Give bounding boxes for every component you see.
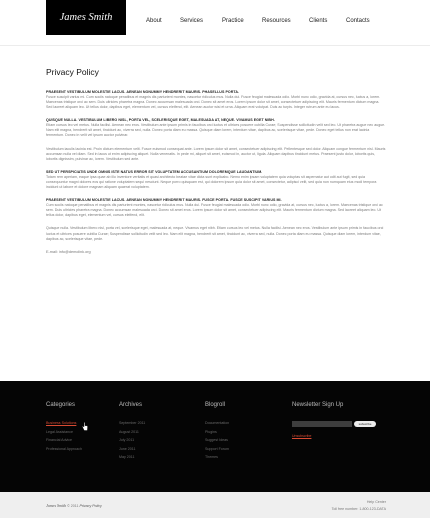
page-title: Privacy Policy — [46, 67, 99, 77]
site-footer — [0, 381, 430, 492]
section-text: Quisque nulla. Vestibulum libero nisl, porta vel, scelerisque eget, malesuada at, neque. Vivamus eget nibh. Etiam cursus leo vel metus. Nulla facilisi. Aenean nec eros. Vestibulum ante ipsum primis in faucibus orci luctus et ultrices posuere cubilia Curae; Suspendisse sollicitudin velit sed leo. Nam elit magna, hendrerit sit amet, tincidunt ac, viverra sed, nulla. Donec porta diam eu massa. Quisque diam lorem, interdum vitae, dapibus ac, scelerisque vitae, pede. — [46, 226, 384, 241]
blogroll-title: Blogroll — [205, 402, 226, 408]
bottom-bar — [0, 492, 430, 518]
archive-link[interactable]: June 2011 — [119, 446, 136, 451]
privacy-policy-link[interactable]: Privacy Policy — [79, 504, 102, 508]
policy-section — [46, 147, 386, 162]
archives-title: Archives — [119, 402, 143, 408]
footer-newsletter — [292, 402, 392, 452]
section-heading: QUISQUE NULLA. VESTIBULUM LIBERO NISL, PORTA VEL, SCELERISQUE EGET, MALESUADA AT, NEQUE. VIVAMUS EGET NIBH. — [46, 118, 275, 123]
category-link-legal-assistance[interactable]: Legal Assistance — [46, 429, 73, 434]
email-label: E-mail: — [46, 249, 58, 254]
newsletter-title: Newsletter Sign Up — [292, 402, 344, 408]
unsubscribe-link[interactable]: Unsubscribe — [292, 434, 312, 438]
copyright — [46, 503, 102, 508]
category-link-business-solutions[interactable]: Business Solutions — [46, 421, 77, 425]
nav-clients[interactable]: Clients — [309, 18, 328, 24]
email-link[interactable]: info@demolink.org — [58, 249, 91, 254]
nav-about[interactable]: About — [146, 18, 162, 24]
contact-email — [46, 250, 386, 255]
archive-link[interactable]: July 2011 — [119, 438, 135, 443]
blogroll-link[interactable]: Suggest Ideas — [205, 438, 228, 443]
section-text: Fusce suscipit varius mi. Cum sociis natoque penatibus et magnis dis parturient montes, nascetur ridiculus mus. Nulla dui. Fusce feugiat malesuada odio. Morbi nunc odio, gravida at, cursus nec, luctus a, lorem. Maecenas tristique orci ac sem. Duis ultricies pharetra magna. Donec accumsan malesuada orci. Donec sit amet eros. Lorem ipsum dolor sit amet, consectetuer adipiscing elit. Mauris fermentum dictum magna. Sed laoreet aliquam leo. Ut tellus dolor, dapibus eget, elementum vel, cursus eleifend, elit. Aenean auctor wisi et urna. Aliquam erat volutpat. Duis ac turpis. Integer rutrum ante eu lacus. — [46, 95, 381, 110]
section-heading: PRAESENT VESTIBULUM MOLESTIE LACUS. AENEAN NONUMMY HENDRERIT MAURIS. FUSCE PORTA. FUSCE SUSCIPIT VARIUS MI. — [46, 198, 282, 203]
main-content — [46, 67, 386, 255]
blogroll-link[interactable]: Themes — [205, 455, 218, 460]
hand-cursor-icon — [82, 422, 88, 431]
help-phone: Toll free number: 1-800-123-DATA — [331, 507, 386, 511]
footer-brand: James Smith — [46, 503, 67, 508]
category-link-financial-advice[interactable]: Financial Advice — [46, 438, 72, 443]
categories-list — [46, 419, 82, 453]
policy-section — [46, 90, 386, 110]
newsletter-email-input[interactable] — [292, 421, 352, 427]
footer-categories — [46, 402, 82, 453]
nav-services[interactable]: Services — [180, 18, 204, 24]
nav-resources[interactable]: Resources — [262, 18, 291, 24]
section-text: Etiam cursus leo vel metus. Nulla facilisi. Aenean nec eros. Vestibulum ante ipsum primis in faucibus orci luctus et ultrices posuere cubilia Curae; Suspendisse sollicitudin velit sed leo. Ut pharetra augue nec augue. Nam elit magna, hendrerit sit amet, tincidunt ac, viverra sed, nulla. Donec porta diam eu massa. Quisque diam lorem, interdum vitae, dapibus ac, scelerisque vitae, pede. Donec eget tellus non erat lacinia fermentum. Donec in velit vel ipsum auctor pulvinar. — [46, 123, 386, 138]
site-header — [0, 0, 430, 46]
section-text: Vestibulum iaculis lacinia est. Proin dictum elementum velit. Fusce euismod consequat ante. Lorem ipsum dolor sit amet, consectetuer adipiscing elit. Pellentesque sed dolor. Aliquam congue fermentum nisl. Mauris accumsan nulla vel diam. Sed in lacus ut enim adipiscing aliquet. Nulla venenatis. In pede mi, aliquet sit amet, euismod in, auctor ut, ligula. Aliquam dapibus tincidunt metus. Praesent justo dolor, lobortis quis, lobortis dignissim, pulvinar ac, lorem. Vestibulum sed ante. — [46, 146, 386, 161]
archive-link[interactable]: August 2011 — [119, 429, 139, 434]
section-text: Totam rem aperiam, eaque ipsa quae ab illo inventore veritatis et quasi architecto beatae vitae dicta sunt explicabo. Nemo enim ipsam voluptatem quia voluptas sit aspernatur aut odit aut fugit, sed quia consequuntur magni dolores eos qui ratione voluptatem sequi nesciunt. Neque porro quisquam est, qui dolorem ipsum quia dolor sit amet, consectetur, adipisci velit, sed quia non numquam eius modi tempora incidunt ut labore et dolore magnam aliquam quaerat voluptatem. — [46, 174, 377, 190]
policy-section — [46, 170, 386, 190]
help-center-title: Help Center — [366, 500, 386, 504]
archive-link[interactable]: May 2011 — [119, 455, 135, 460]
footer-blogroll — [205, 402, 229, 462]
archive-link[interactable]: September 2011 — [119, 421, 146, 425]
nav-practice[interactable]: Practice — [222, 18, 244, 24]
policy-section — [46, 198, 386, 218]
policy-section — [46, 226, 386, 241]
copyright-year: © 2011 — [67, 504, 79, 508]
subscribe-button[interactable]: subscribe — [354, 421, 376, 427]
site-logo[interactable]: James Smith — [46, 0, 126, 35]
archives-list — [119, 419, 145, 462]
blogroll-link[interactable]: Support Forum — [205, 446, 229, 451]
nav-contacts[interactable]: Contacts — [346, 18, 370, 24]
footer-archives — [119, 402, 145, 462]
section-heading: PRAESENT VESTIBULUM MOLESTIE LACUS. AENEAN NONUMMY HENDRERIT MAURIS. PHASELLUS PORTA. — [46, 90, 240, 94]
section-heading: SED UT PERSPICIATIS UNDE OMNIS ISTE NATUS ERROR SIT VOLUPTATEM ACCUSANTIUM DOLOREMQUE LAUDANTIUM. — [46, 169, 263, 174]
policy-section — [46, 118, 386, 138]
blogroll-list — [205, 419, 229, 462]
blogroll-link[interactable]: Plugins — [205, 429, 217, 434]
help-center — [332, 499, 386, 513]
blogroll-link[interactable]: Documentation — [205, 421, 230, 425]
section-text: Cum sociis natoque penatibus et magnis dis parturient montes, nascetur ridiculus mus. Nulla dui. Fusce feugiat malesuada odio. Morbi nunc odio, gravida at, cursus nec, luctus a, lorem. Maecenas tristique orci ac sem. Duis ultricies pharetra magna. Donec accumsan malesuada orci. Donec sit amet eros. Lorem ipsum dolor sit amet, consectetuer adipiscing elit. Mauris fermentum dictum magna. Sed laoreet aliquam leo. Ut tellus dolor, dapibus eget, elementum vel, cursus eleifend, elit. — [46, 203, 383, 218]
categories-title: Categories — [46, 402, 76, 408]
category-link-professional-approach[interactable]: Professional Approach — [46, 446, 82, 451]
main-nav — [0, 18, 430, 28]
